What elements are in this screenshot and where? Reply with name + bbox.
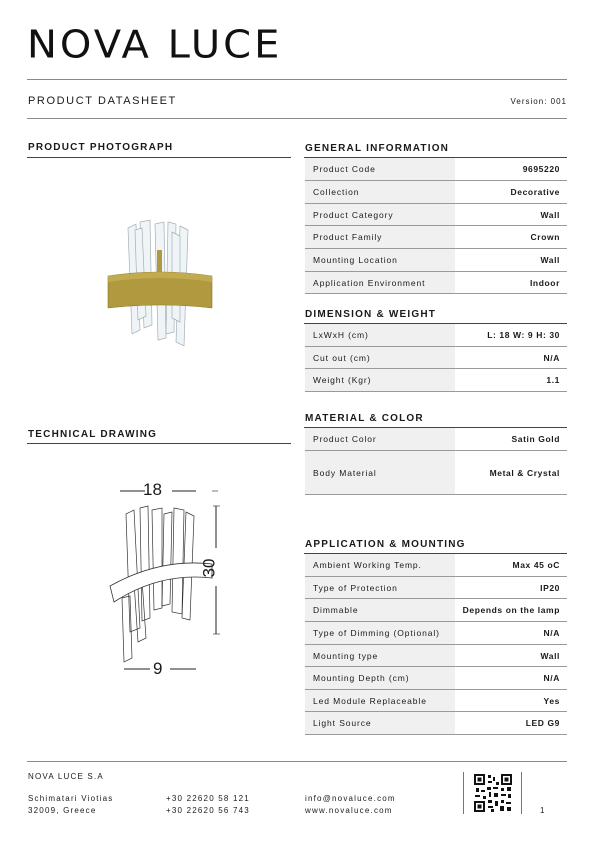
row-value: L: 18 W: 9 H: 30	[487, 330, 560, 340]
row-label: Product Code	[305, 158, 455, 180]
application-section-title: APPLICATION & MOUNTING	[305, 539, 466, 550]
row-label: Product Category	[305, 204, 455, 225]
row-value: Indoor	[529, 277, 560, 288]
row-value: Metal & Crystal	[489, 467, 560, 478]
address-line1: Schimatari Viotias	[28, 794, 114, 803]
row-label: Product Family	[305, 226, 455, 248]
row-label: Cut out (cm)	[305, 347, 455, 368]
row-label: Mounting Depth (cm)	[305, 667, 455, 689]
row-value: LED G9	[525, 718, 560, 728]
header-divider-bottom	[27, 118, 567, 119]
row-value: Decorative	[510, 187, 560, 197]
version-label: Version: 001	[510, 97, 567, 106]
row-label: Led Module Replaceable	[305, 690, 455, 711]
table-row	[305, 645, 567, 667]
row-value: N/A	[543, 673, 560, 683]
row-label: Collection	[305, 181, 455, 203]
page-title: PRODUCT DATASHEET	[28, 95, 177, 107]
email-link[interactable]: info@novaluce.com	[305, 794, 396, 803]
table-row	[305, 181, 567, 204]
drawing-depth-label: 9	[153, 659, 163, 678]
row-value: Yes	[543, 695, 560, 706]
row-label: Product Color	[305, 428, 455, 450]
row-value: N/A	[543, 628, 560, 638]
row-label: Application Environment	[305, 272, 455, 293]
photo-section-divider	[27, 157, 291, 158]
table-row	[305, 712, 567, 735]
row-label: Mounting Location	[305, 249, 455, 271]
drawing-height-label: 30	[199, 558, 219, 578]
table-row	[305, 667, 567, 690]
table-row	[305, 272, 567, 294]
page-number: 1	[540, 806, 546, 815]
row-value: Max 45 oC	[512, 560, 560, 570]
table-row	[305, 622, 567, 645]
address-line2: 32009, Greece	[28, 805, 97, 815]
drawing-section-title: TECHNICAL DRAWING	[28, 429, 158, 440]
table-row	[305, 347, 567, 369]
phone-1: +30 22620 58 121	[166, 794, 250, 803]
table-row	[305, 369, 567, 392]
drawing-width-label: 18	[143, 480, 162, 499]
table-row	[305, 690, 567, 712]
row-label: Ambient Working Temp.	[305, 554, 455, 576]
website-link[interactable]: www.novaluce.com	[305, 805, 393, 815]
drawing-section-divider	[27, 443, 291, 444]
dimension-section-title: DIMENSION & WEIGHT	[305, 309, 437, 320]
footer-divider-right	[521, 772, 522, 814]
row-value: Depends on the lamp	[462, 605, 560, 615]
product-photo	[100, 210, 220, 360]
photo-section-title: PRODUCT PHOTOGRAPH	[28, 142, 174, 153]
header-divider-top	[27, 79, 567, 80]
phone-2: +30 22620 56 743	[166, 805, 250, 815]
footer-divider	[27, 761, 567, 762]
row-label: Light Source	[305, 712, 455, 734]
row-label: Body Material	[305, 451, 455, 494]
row-label: Type of Protection	[305, 577, 455, 598]
brand-logo: NOVA LUCE	[27, 23, 283, 67]
technical-drawing	[100, 478, 240, 683]
row-value: Wall	[540, 209, 560, 220]
row-value: Satin Gold	[511, 434, 560, 444]
row-label: Type of Dimming (Optional)	[305, 622, 455, 644]
row-label: Mounting type	[305, 645, 455, 666]
footer-contact	[305, 793, 396, 816]
row-value: Crown	[530, 232, 560, 242]
material-section-title: MATERIAL & COLOR	[305, 413, 424, 424]
footer-company: NOVA LUCE S.A	[28, 772, 104, 781]
table-row	[305, 324, 567, 347]
general-section-title: GENERAL INFORMATION	[305, 143, 450, 154]
footer-divider-left	[463, 772, 464, 814]
row-value: 9695220	[522, 164, 560, 174]
qr-code-icon	[474, 774, 512, 812]
row-value: Wall	[540, 650, 560, 661]
table-row	[305, 554, 567, 577]
table-row	[305, 204, 567, 226]
table-row	[305, 158, 567, 181]
table-row	[305, 451, 567, 495]
footer-address	[28, 793, 113, 816]
footer-phones	[166, 793, 250, 816]
row-value: N/A	[543, 352, 560, 363]
row-label: LxWxH (cm)	[305, 324, 455, 346]
row-label: Weight (Kgr)	[305, 369, 455, 391]
row-label: Dimmable	[305, 599, 455, 621]
row-value: IP20	[540, 582, 560, 593]
row-value: Wall	[540, 255, 560, 265]
table-row	[305, 577, 567, 599]
table-row	[305, 599, 567, 622]
row-value: 1.1	[546, 375, 560, 385]
table-row	[305, 428, 567, 451]
table-row	[305, 249, 567, 272]
table-row	[305, 226, 567, 249]
